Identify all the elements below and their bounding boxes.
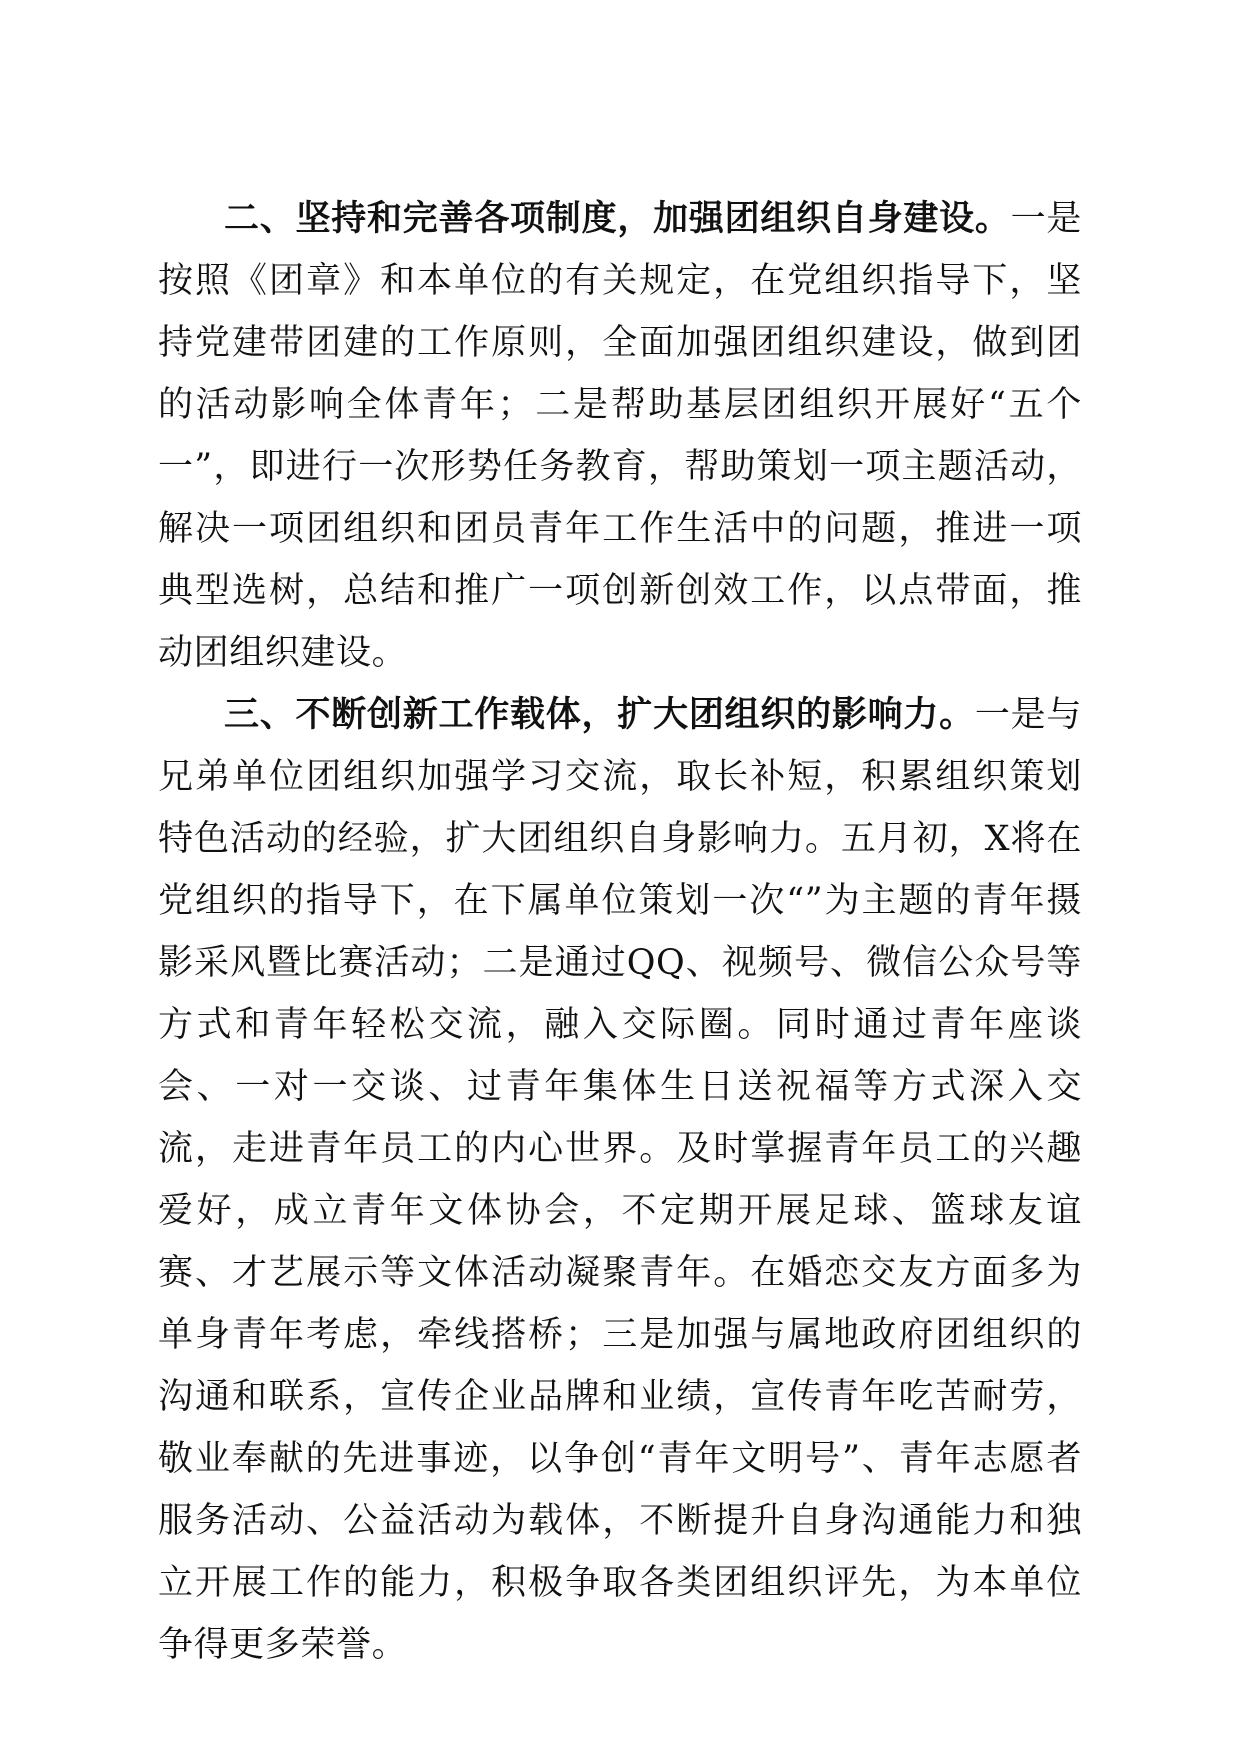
paragraph-3-heading: 三、不断创新工作载体，扩大团组织的影响力。 bbox=[224, 695, 975, 735]
paragraph-3 bbox=[158, 684, 1082, 1676]
paragraph-3-text: 一是与兄弟单位团组织加强学习交流，取长补短，积累组织策划特色活动的经验，扩大团组织自身影响力。五月初，X将在党组织的指导下，在下属单位策划一次“”为主题的青年摄影采风暨比赛活动；二是通过QQ、视频号、微信公众号等方式和青年轻松交流，融入交际圈。同时通过青年座谈会、一对一交谈、过青年集体生日送祝福等方式深入交流，走进青年员工的内心世界。及时掌握青年员工的兴趣爱好，成立青年文体协会，不定期开展足球、篮球友谊赛、才艺展示等文体活动凝聚青年。在婚恋交友方面多为单身青年考虑，牵线搭桥；三是加强与属地政府团组织的沟通和联系，宣传企业品牌和业绩，宣传青年吃苦耐劳，敬业奉献的先进事迹，以争创“青年文明号”、青年志愿者服务活动、公益活动为载体，不断提升自身沟通能力和独立开展工作的能力，积极争取各类团组织评先，为本单位争得更多荣誉。 bbox=[158, 695, 1082, 1665]
paragraph-2-text: 一是按照《团章》和本单位的有关规定，在党组织指导下，坚持党建带团建的工作原则，全面加强团组织建设，做到团的活动影响全体青年；二是帮助基层团组织开展好“五个一”，即进行一次形势任务教育，帮助策划一项主题活动，解决一项团组织和团员青年工作生活中的问题，推进一项典型选树，总结和推广一项创新创效工作，以点带面，推动团组织建设。 bbox=[158, 199, 1082, 673]
paragraph-2-heading: 二、坚持和完善各项制度，加强团组织自身建设。 bbox=[224, 199, 1011, 239]
document-body bbox=[158, 188, 1082, 1676]
paragraph-2 bbox=[158, 188, 1082, 684]
